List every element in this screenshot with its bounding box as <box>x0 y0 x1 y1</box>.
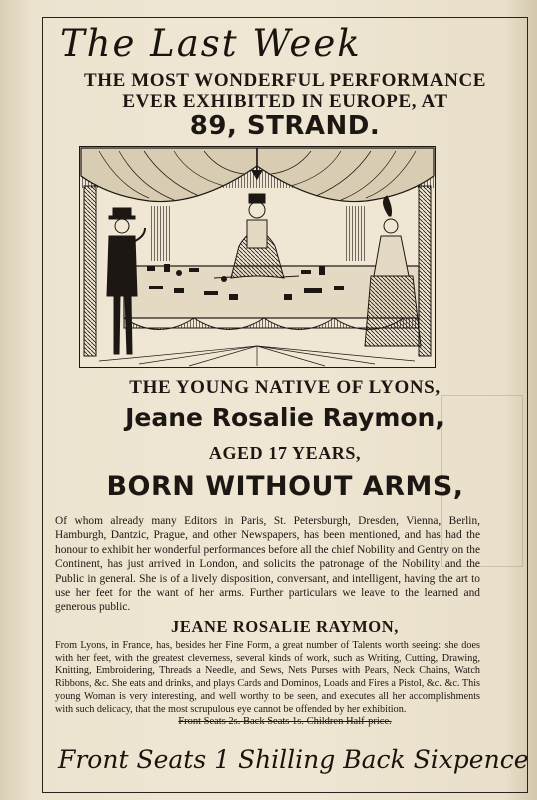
heading-line-2: EVER EXHIBITED IN EUROPE, AT <box>122 91 448 112</box>
subheading-age: AGED 17 YEARS, <box>208 443 362 463</box>
handwritten-top-note: The Last Week <box>60 22 362 65</box>
body-paragraph-2: From Lyons, in France, has, besides her Fine Form, a great number of Talents worth seeing: she does with her feet, with the greatest cleverness, several kinds of work, such as Writing, Cutting, Drawing, Knitting, Embroidering, Threads a Needle, and Sews, Nets Purses with Pears, Neck Chains, Watch Ribbons, &c. She eats and drinks, and plays Cards and Dominos, Loads and Fires a Pistol, &c. &c. This young Woman is very interesting, and well worthy to be seen, and executes all her accomplishments with such delicacy, that the most scrupulous eye cannot be offended by her exhibition. <box>55 640 480 715</box>
body-paragraph-1: Of whom already many Editors in Paris, St. Petersburgh, Dresden, Vienna, Berlin, Hamburgh, Dantzic, Prague, and other Newspapers, has been mentioned, and has had the honour to exhibit her wonderful performances before all the chief Nobility and Gentry on the Continent, has just arrived in London, and solicits the patronage of the Nobility and the Public in general. She is of a lively disposition, conversant, and intelligent, having the art to use her feet for the want of her arms. Further particulars we leave to the learned and generous public. <box>55 515 480 614</box>
performer-name: Jeane Rosalie Raymon, <box>125 403 445 432</box>
address: 89, STRAND. <box>189 111 381 141</box>
subheading-native: THE YOUNG NATIVE OF LYONS, <box>129 377 441 398</box>
handwritten-bottom-note: Front Seats 1 Shilling Back Sixpence <box>58 745 529 774</box>
performer-name-caps: JEANE ROSALIE RAYMON, <box>171 617 399 636</box>
subheading-born: BORN WITHOUT ARMS, <box>106 471 464 502</box>
struck-prices: Front Seats 2s. Back Seats 1s. Children Half-price. <box>178 716 392 727</box>
woodcut-illustration <box>79 146 436 368</box>
heading-line-1: THE MOST WONDERFUL PERFORMANCE <box>83 70 487 91</box>
